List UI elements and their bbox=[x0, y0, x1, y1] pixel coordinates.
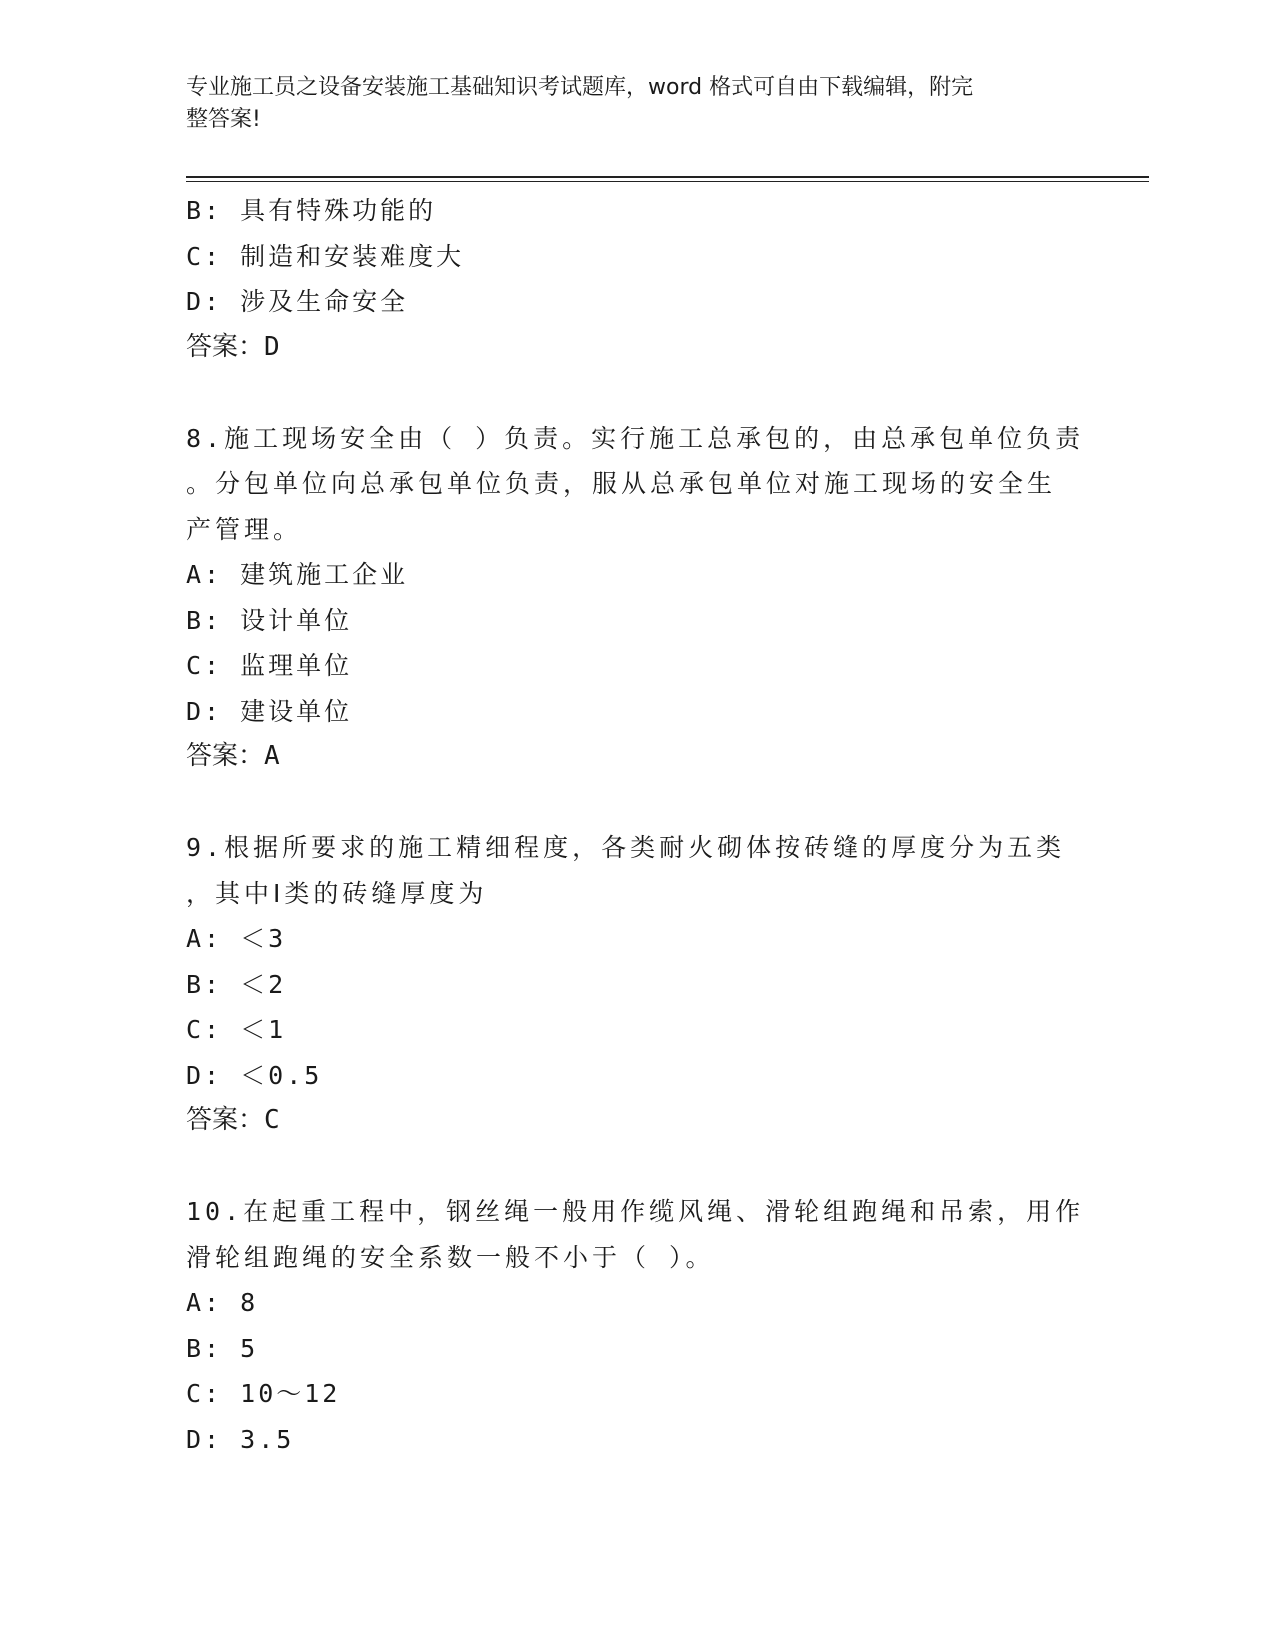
question-10 bbox=[186, 1189, 1086, 1462]
q8-answer bbox=[186, 734, 1086, 780]
q10-text-line-2: 滑轮组跑绳的安全系数一般不小于（ ）。 bbox=[186, 1242, 715, 1272]
q9-option-c: C: ＜1 bbox=[186, 1015, 287, 1044]
q8-option-d: D: 建设单位 bbox=[186, 696, 353, 726]
q9-text-line-2: ，其中Ⅰ类的砖缝厚度为 bbox=[186, 878, 488, 908]
document-header bbox=[186, 72, 1066, 136]
q8-text-line-2: 。分包单位向总承包单位负责，服从总承包单位对施工现场的安全生 bbox=[186, 469, 1057, 498]
header-divider-thin bbox=[186, 181, 1149, 182]
question-8 bbox=[186, 416, 1086, 780]
q7-option-b: B: 具有特殊功能的 bbox=[186, 196, 437, 225]
answer-label: 答案： bbox=[186, 1105, 265, 1135]
answer-value: A bbox=[264, 741, 280, 771]
header-divider-thick bbox=[186, 176, 1149, 178]
answer-label: 答案： bbox=[186, 331, 265, 362]
answer-value: D bbox=[264, 331, 280, 362]
q8-option-b: B: 设计单位 bbox=[186, 605, 353, 635]
q9-option-a: A: ＜3 bbox=[186, 924, 287, 953]
q10-option-a: A: 8 bbox=[186, 1288, 259, 1317]
answer-label: 答案： bbox=[186, 741, 265, 771]
question-9 bbox=[186, 825, 1086, 1144]
q8-option-c: C: 监理单位 bbox=[186, 651, 353, 680]
q9-option-b: B: ＜2 bbox=[186, 969, 287, 999]
q10-option-c: C: 10～12 bbox=[186, 1379, 341, 1408]
header-title-line-2: 整答案! bbox=[186, 107, 261, 132]
spacer bbox=[186, 1144, 1086, 1190]
q10-option-b: B: 5 bbox=[186, 1333, 259, 1363]
header-title-line-1: 专业施工员之设备安装施工基础知识考试题库，word 格式可自由下载编辑，附完 bbox=[186, 75, 974, 100]
q8-option-a: A: 建筑施工企业 bbox=[186, 560, 409, 589]
q8-text-line-3: 产管理。 bbox=[186, 514, 303, 544]
q7-option-d: D: 涉及生命安全 bbox=[186, 287, 409, 316]
spacer bbox=[186, 370, 1086, 416]
q7-option-c: C: 制造和安装难度大 bbox=[186, 241, 465, 271]
q8-text-line-1: 8.施工现场安全由（ ）负责。实行施工总承包的，由总承包单位负责 bbox=[186, 423, 1085, 453]
q10-text-line-1: 10.在起重工程中，钢丝绳一般用作缆风绳、滑轮组跑绳和吊索，用作 bbox=[186, 1197, 1085, 1226]
question-list bbox=[186, 188, 1086, 1462]
answer-value: C bbox=[264, 1105, 280, 1135]
q9-option-d: D: ＜0.5 bbox=[186, 1060, 323, 1090]
q9-text-line-1: 9.根据所要求的施工精细程度，各类耐火砌体按砖缝的厚度分为五类 bbox=[186, 833, 1066, 862]
q9-answer bbox=[186, 1098, 1086, 1144]
q7-answer bbox=[186, 325, 1086, 371]
question-7-options bbox=[186, 188, 1086, 370]
spacer bbox=[186, 780, 1086, 826]
q10-option-d: D: 3.5 bbox=[186, 1424, 295, 1454]
